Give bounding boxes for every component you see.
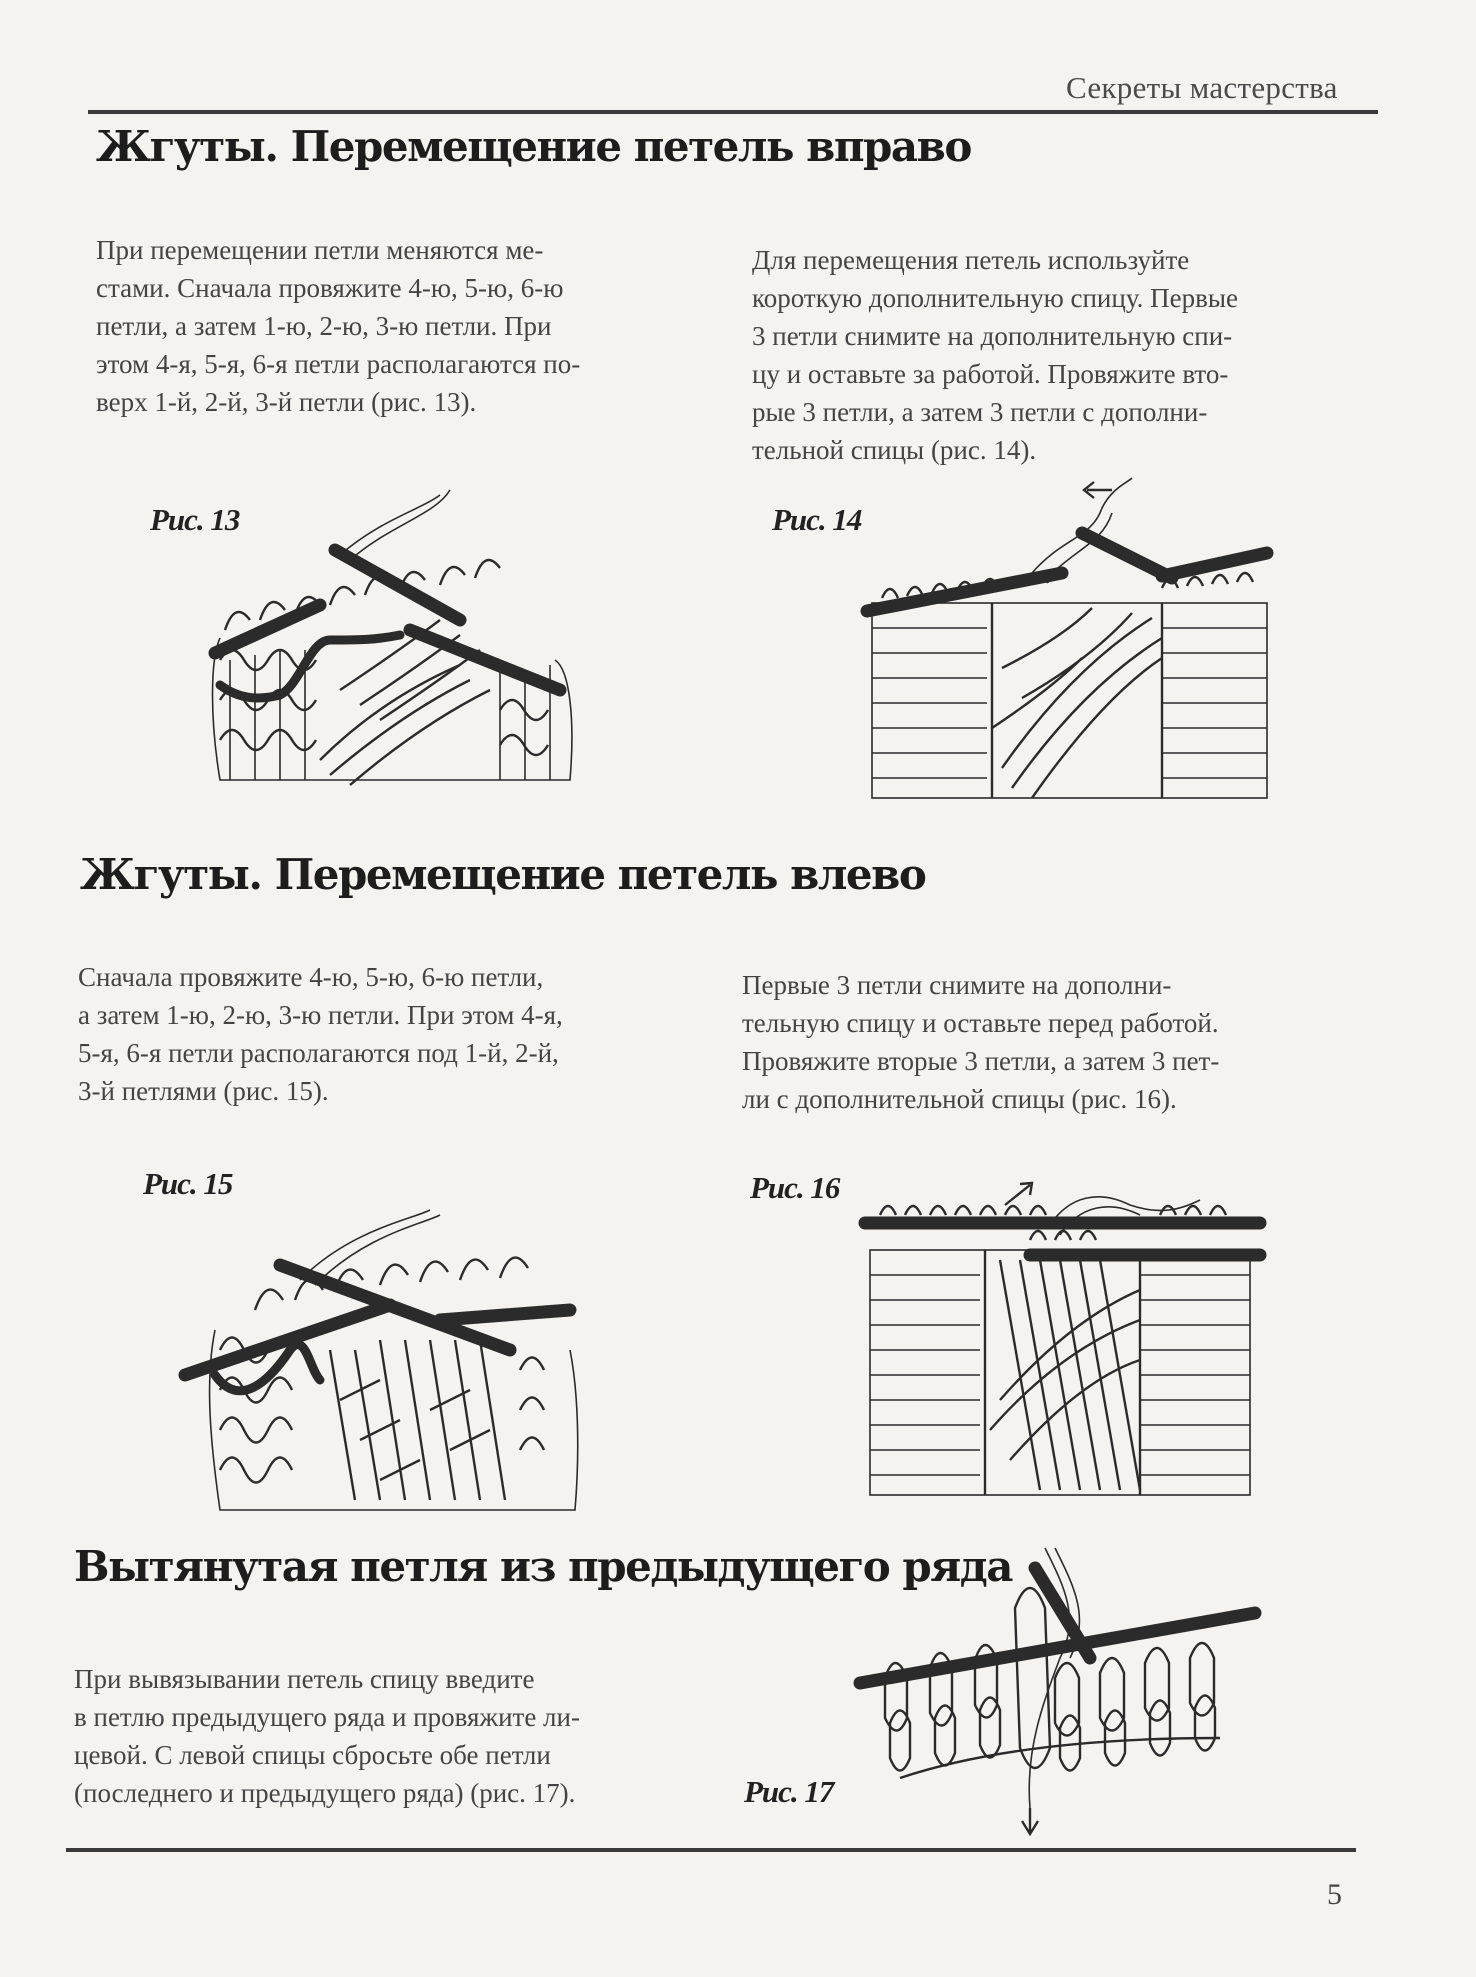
text-line: цевой. С левой спицы сбросьте обе петли [74, 1740, 551, 1770]
text-line: короткую дополнительную спицу. Первые [752, 283, 1238, 313]
text-line: При перемещении петли меняются ме- [96, 235, 544, 265]
paragraph-cables-left-right [742, 966, 1367, 1118]
text-line: тельную спицу и оставьте перед работой. [742, 1008, 1219, 1038]
running-header: Секреты мастерства [1066, 70, 1338, 105]
knitting-illustration-fig14 [862, 468, 1272, 798]
paragraph-cables-right-right [752, 241, 1377, 469]
text-line: Провяжите вторые 3 петли, а затем 3 пет- [742, 1046, 1220, 1076]
text-line: Для перемещения петель используйте [752, 245, 1190, 275]
text-line: (последнего и предыдущего ряда) (рис. 17). [74, 1778, 576, 1808]
figure-label-13: Рис. 13 [150, 502, 240, 537]
figure-label-16: Рис. 16 [750, 1170, 840, 1205]
text-line: 5-я, 6-я петли располагаются под 1-й, 2-й, [78, 1038, 559, 1068]
text-line: в петлю предыдущего ряда и провяжите ли- [74, 1702, 580, 1732]
text-line: При вывязывании петель спицу введите [74, 1664, 535, 1694]
knitting-illustration-fig16 [860, 1170, 1270, 1500]
text-line: ли с дополнительной спицы (рис. 16). [742, 1084, 1177, 1114]
figure-label-14: Рис. 14 [772, 502, 862, 537]
text-line: Сначала провяжите 4-ю, 5-ю, 6-ю петли, [78, 962, 544, 992]
section-title-elongated-loop: Вытянутая петля из предыдущего ряда [74, 1542, 1012, 1591]
text-line: 3-й петлями (рис. 15). [78, 1076, 329, 1106]
header-rule [88, 110, 1378, 114]
knitting-illustration-fig13 [200, 490, 580, 790]
text-line: рые 3 петли, а затем 3 петли с дополни- [752, 397, 1208, 427]
figure-label-15: Рис. 15 [143, 1166, 233, 1201]
paragraph-elongated-loop [74, 1660, 696, 1812]
paragraph-cables-right-left [96, 231, 716, 421]
section-title-cables-left: Жгуты. Перемещение петель влево [80, 850, 926, 899]
text-line: цу и оставьте за работой. Провяжите вто- [752, 359, 1229, 389]
knitting-illustration-fig17 [850, 1548, 1270, 1838]
knitting-illustration-fig15 [180, 1210, 590, 1520]
section-title-cables-right: Жгуты. Перемещение петель вправо [96, 122, 971, 171]
page-number: 5 [1327, 1878, 1342, 1911]
figure-label-17: Рис. 17 [744, 1774, 834, 1809]
paragraph-cables-left-left [78, 958, 703, 1110]
text-line: тельной спицы (рис. 14). [752, 435, 1037, 465]
footer-rule [66, 1848, 1356, 1852]
text-line: а затем 1-ю, 2-ю, 3-ю петли. При этом 4-я, [78, 1000, 563, 1030]
text-line: Первые 3 петли снимите на дополни- [742, 970, 1172, 1000]
text-line: верх 1-й, 2-й, 3-й петли (рис. 13). [96, 387, 477, 417]
text-line: петли, а затем 1-ю, 2-ю, 3-ю петли. При [96, 311, 552, 341]
text-line: этом 4-я, 5-я, 6-я петли располагаются по- [96, 349, 581, 379]
text-line: стами. Сначала провяжите 4-ю, 5-ю, 6-ю [96, 273, 564, 303]
text-line: 3 петли снимите на дополнительную спи- [752, 321, 1233, 351]
